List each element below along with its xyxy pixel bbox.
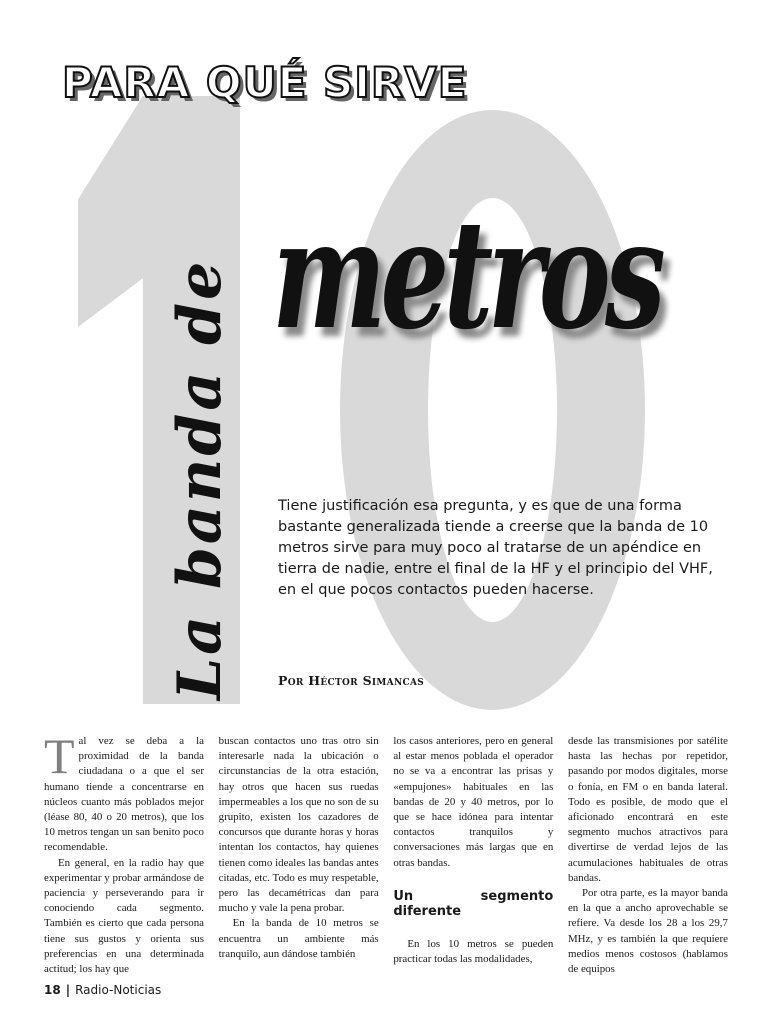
footer-separator: |	[65, 983, 71, 997]
paragraph: En la banda de 10 metros se encuentra un ambiente más tranquilo, aun dándose también	[218, 917, 379, 960]
drop-cap: T	[44, 728, 75, 784]
column-3	[393, 734, 553, 966]
paragraph: Por otra parte, es la mayor banda en la que a ancho aprovechable se refiere. Va desde los 28 a los 29,7 MHz, y es también la que requiere medios menos costosos (hablamos de equipos	[567, 887, 728, 976]
lede-paragraph: Tiene justificación esa pregunta, y es que de una forma bastante generalizada tiende a creerse que la banda de 10 metros sirve para muy poco al tratarse de un apéndice en tierra de nadie, entre el final de la HF y el principio del VHF, en el que pocos contactos pueden hacerse.	[278, 498, 713, 598]
column-2	[219, 734, 379, 966]
paragraph: buscan contactos uno tras otro sin interesarle nada la ubicación o circunstancias de la otra estación, hay otros que hacen sus ruedas impermeables a los que no son de su grupito, existen los cazadores de concursos que durante horas y horas intentan los contactos, hay quienes tienen como ideales las bandas antes citadas, etc. Todo es muy respetable, pero las decamétricas dan para mucho y vale la pena probar.	[218, 735, 379, 915]
section-subhead: Un segmento diferente	[393, 888, 554, 919]
column-1	[44, 728, 204, 976]
magazine-name: Radio-Noticias	[75, 983, 162, 997]
paragraph: En los 10 metros se pueden practicar todas las modalidades,	[393, 937, 554, 966]
paragraph: En general, en la radio hay que experimentar y probar armándose de paciencia y perseverando para ir conociendo cada segmento. También es cierto que cada persona tiene sus gustos y orienta sus preferencias en una determinada actitud; los hay que	[44, 856, 204, 976]
article-body	[44, 728, 728, 976]
column-4	[567, 734, 728, 976]
headline-word: metros	[272, 187, 661, 363]
byline: Por Héctor Simancas	[278, 673, 425, 688]
page-number: 18	[44, 983, 61, 997]
overline-title: PARA QUÉ SIRVE	[62, 58, 468, 107]
paragraph: los casos anteriores, pero en general al estar menos poblada el operador no se va a encontrar las prisas y «empujones» habituales en las bandas de 20 y 40 metros, por lo que se hace idónea para intentar contactos tranquilos y conversaciones más largas que en otras bandas.	[393, 735, 554, 869]
vertical-title: La banda de	[165, 258, 235, 700]
page-footer	[44, 983, 161, 997]
paragraph: al vez se deba a la proximidad de la banda ciudadana o a que el ser humano tiende a concentrarse en núcleos cuanto más poblados mejor (léase 80, 40 o 20 metros), que los 10 metros tengan un san benito poco recomendable.	[44, 735, 204, 854]
paragraph: desde las transmisiones por satélite hasta las hechas por repetidor, pasando por modos digitales, morse o fonía, en FM o en banda lateral. Todo es posible, de modo que el aficionado encontrará en este segmento muchos atractivos para divertirse de verdad lejos de las acumulaciones habituales de otras bandas.	[567, 735, 728, 884]
